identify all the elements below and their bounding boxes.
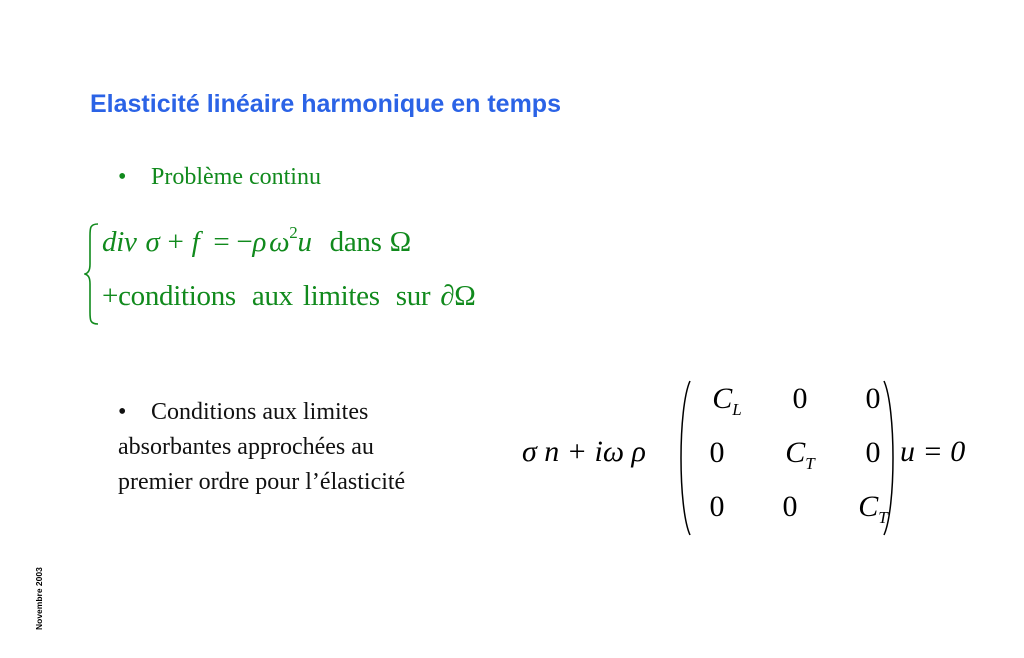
aux-word: aux — [251, 280, 293, 312]
rho-symbol: ρ — [252, 226, 267, 258]
bullet2-text-1: Conditions aux limites — [151, 399, 369, 425]
equation-rhs — [900, 435, 965, 469]
matrix-cell: 0 — [865, 436, 881, 469]
dans-word: dans — [329, 226, 382, 258]
matrix-cell: 0 — [865, 382, 881, 415]
bullet2-line3: premier ordre pour l’élasticité — [118, 469, 406, 495]
matrix-cell: $C_T$ — [858, 490, 888, 527]
boundary-conditions-line — [102, 280, 476, 313]
bullet-text: Problème continu — [151, 164, 321, 190]
pde-system — [84, 222, 544, 326]
slide-title: Elasticité linéaire harmonique en temps — [90, 90, 561, 118]
matrix-cell: 0 — [709, 490, 725, 523]
plus-sign: + — [167, 226, 184, 258]
sigma-symbol: σ — [145, 226, 160, 258]
bullet2-line1 — [118, 395, 498, 430]
matrix-cell: $C_T$ — [785, 436, 815, 473]
bullet-probleme-continu — [118, 164, 321, 191]
equation-lhs: σ n + iω ρ — [522, 435, 646, 468]
boundary-symbol: ∂Ω — [440, 280, 476, 312]
footer-date: Novembre 2003 — [34, 567, 44, 630]
f-symbol: f — [191, 226, 200, 258]
absorbing-boundary-equation — [520, 378, 990, 538]
sur-word: sur — [395, 280, 431, 312]
matrix-cell: 0 — [792, 382, 808, 415]
matrix-cell: 0 — [782, 490, 798, 523]
coefficient-matrix — [692, 378, 892, 538]
left-brace — [84, 222, 102, 326]
exponent: 2 — [289, 223, 298, 242]
limites-word: limites — [302, 280, 380, 312]
omega-symbol: ω — [269, 226, 290, 258]
matrix-cell: 0 — [709, 436, 725, 469]
bullet-marker: • — [118, 399, 127, 425]
plus-sign: + — [102, 280, 119, 312]
div-operator: div — [102, 226, 137, 258]
bullet-marker: • — [118, 164, 127, 190]
omega-domain: Ω — [389, 226, 411, 258]
pde-equation — [102, 223, 411, 259]
right-parenthesis — [882, 378, 900, 538]
rhs-text: u = 0 — [900, 435, 966, 468]
bullet-conditions-absorbantes — [118, 395, 498, 500]
u-symbol: u — [297, 226, 312, 258]
bullet2-line2: absorbantes approchées au — [118, 434, 374, 460]
matrix-cell: $C_L$ — [712, 382, 742, 419]
conditions-word: conditions — [118, 280, 236, 312]
equals-minus: = − — [213, 226, 253, 258]
